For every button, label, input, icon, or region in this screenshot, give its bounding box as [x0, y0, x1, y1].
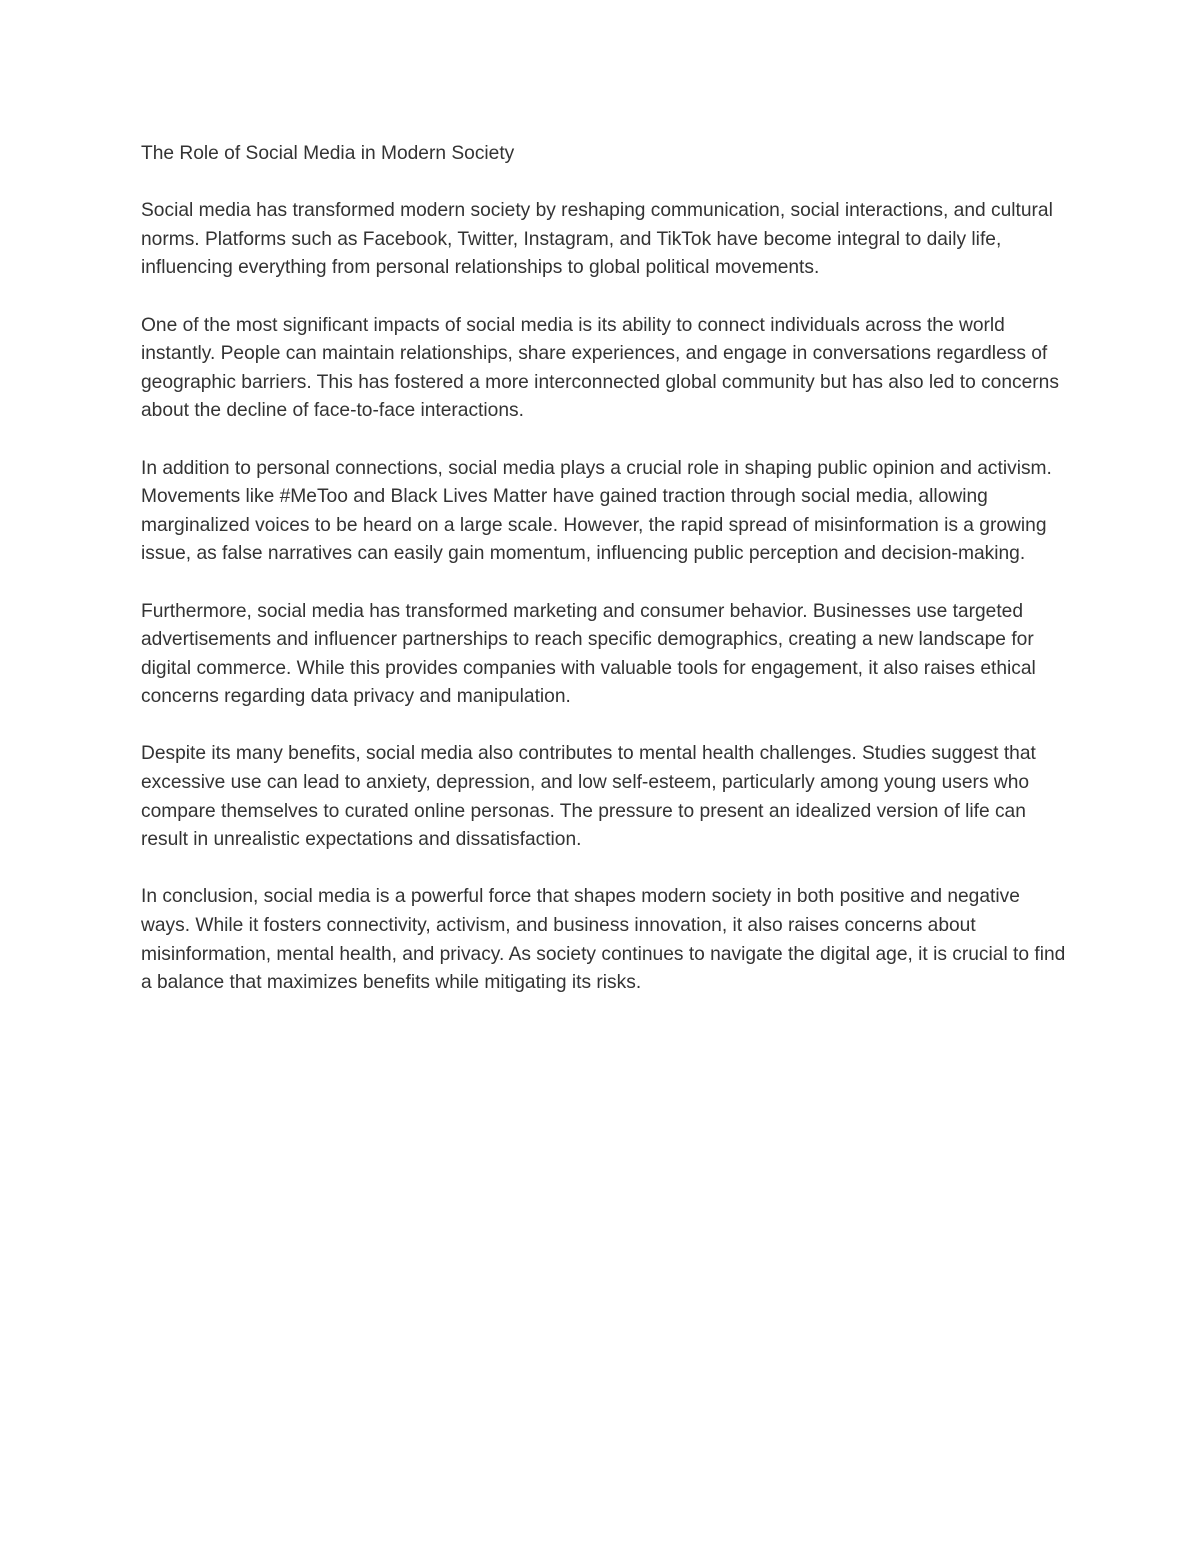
document-title: The Role of Social Media in Modern Society — [141, 143, 515, 164]
paragraph-mental-health: Despite its many benefits, social media also contributes to mental health challenges. Studies suggest that excessive use can lead to anxiety, depression, and low self-esteem, particularly among young users who compare themselves to curated online personas. The pressure to present an idealized version of life can result in unrealistic expectations and dissatisfaction. — [141, 743, 1036, 851]
paragraph-activism: In addition to personal connections, social media plays a crucial role in shaping public opinion and activism. Movements like #MeToo and Black Lives Matter have gained traction through social media, allowing marginalized voices to be heard on a large scale. However, the rapid spread of misinformation is a growing issue, as false narratives can easily gain momentum, influencing public perception and decision-making. — [141, 457, 1052, 565]
paragraph-marketing: Furthermore, social media has transformed marketing and consumer behavior. Businesses use targeted advertisements and influencer partnerships to reach specific demographics, creating a new landscape for digital commerce. While this provides companies with valuable tools for engagement, it also raises ethical concerns regarding data privacy and manipulation. — [141, 600, 1036, 708]
document-body — [141, 140, 1066, 1026]
paragraph-connection: One of the most significant impacts of social media is its ability to connect individuals across the world instantly. People can maintain relationships, share experiences, and engage in conversations regardless of geographic barriers. This has fostered a more interconnected global community but has also led to concerns about the decline of face-to-face interactions. — [141, 314, 1059, 422]
paragraph-intro: Social media has transformed modern society by reshaping communication, social interactions, and cultural norms. Platforms such as Facebook, Twitter, Instagram, and TikTok have become integral to daily life, influencing everything from personal relationships to global political movements. — [141, 200, 1053, 279]
paragraph-conclusion: In conclusion, social media is a powerful force that shapes modern society in both positive and negative ways. While it fosters connectivity, activism, and business innovation, it also raises concerns about misinformation, mental health, and privacy. As society continues to navigate the digital age, it is crucial to find a balance that maximizes benefits while mitigating its risks. — [141, 886, 1066, 994]
